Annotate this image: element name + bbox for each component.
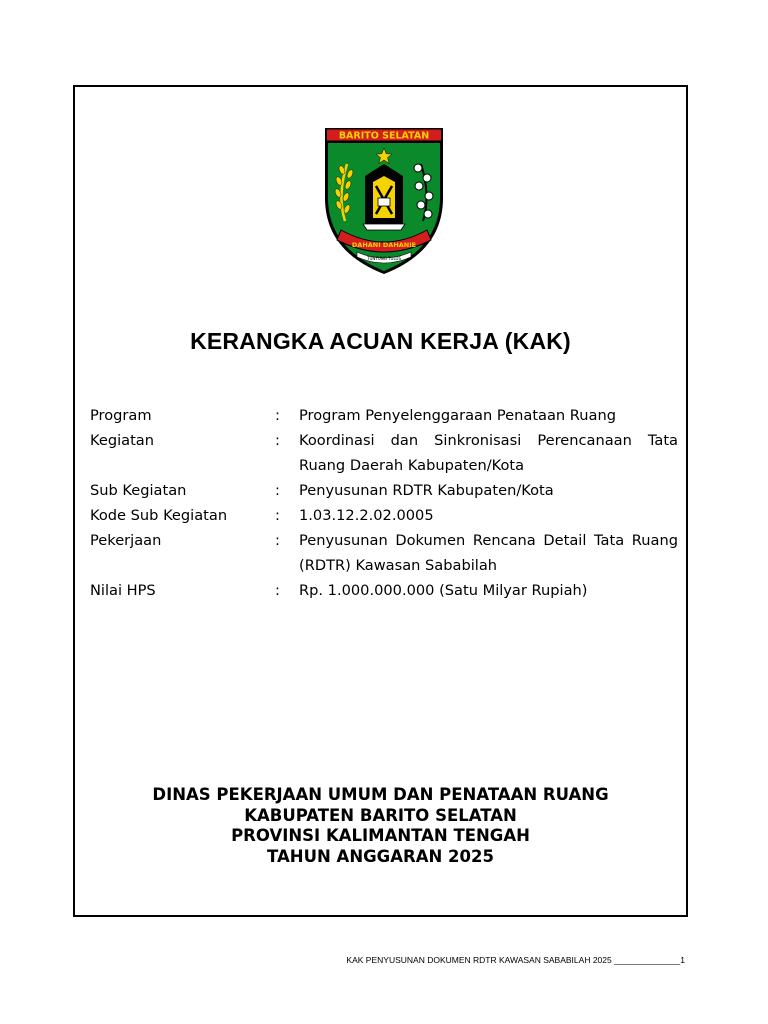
activity-info-table (90, 403, 678, 603)
field-row-kegiatan (90, 428, 678, 478)
field-label: Kegiatan (90, 432, 154, 449)
field-label: Kode Sub Kegiatan (90, 507, 228, 524)
field-value: 1.03.12.2.02.0005 (299, 507, 434, 524)
field-label: Sub Kegiatan (90, 482, 187, 499)
province-name: PROVINSI KALIMANTAN TENGAH (231, 826, 530, 845)
field-value: Rp. 1.000.000.000 (Satu Milyar Rupiah) (299, 582, 588, 599)
motto-sub-text: TUNTUNG TULUS (367, 256, 401, 261)
field-value: Koordinasi dan Sinkronisasi Perencanaan Tata Ruang Daerah Kabupaten/Kota (299, 432, 678, 474)
field-value: Penyusunan Dokumen Rencana Detail Tata Ruang (RDTR) Kawasan Sababilah (299, 532, 678, 574)
agency-name: DINAS PEKERJAAN UMUM DAN PENATAAN RUANG (152, 785, 609, 804)
field-separator: : (275, 507, 280, 524)
fiscal-year: TAHUN ANGGARAN 2025 (267, 846, 494, 866)
field-label: Nilai HPS (90, 582, 156, 599)
field-separator: : (275, 407, 280, 424)
field-separator: : (275, 532, 280, 549)
field-value: Program Penyelenggaraan Penataan Ruang (299, 407, 616, 424)
agency-block (75, 785, 686, 867)
field-label: Pekerjaan (90, 532, 162, 549)
field-row-pekerjaan (90, 528, 678, 578)
barito-selatan-emblem-icon (323, 126, 445, 276)
page-footer: KAK PENYUSUNAN DOKUMEN RDTR KAWASAN SABABILAH 2025 ______________1 (346, 955, 685, 965)
field-row-nilai-hps (90, 578, 678, 603)
field-row-program (90, 403, 678, 428)
regency-name: KABUPATEN BARITO SELATAN (244, 805, 517, 825)
field-separator: : (275, 582, 280, 599)
document-title: KERANGKA ACUAN KERJA (KAK) (190, 328, 571, 354)
motto-text: DAHANI DAHANIE (351, 241, 417, 249)
field-separator: : (275, 482, 280, 499)
field-row-kode-sub-kegiatan (90, 503, 678, 528)
field-label: Program (90, 407, 152, 424)
field-separator: : (275, 432, 280, 449)
banner-text: BARITO SELATAN (338, 130, 430, 142)
field-value: Penyusunan RDTR Kabupaten/Kota (299, 482, 554, 499)
field-row-sub-kegiatan (90, 478, 678, 503)
